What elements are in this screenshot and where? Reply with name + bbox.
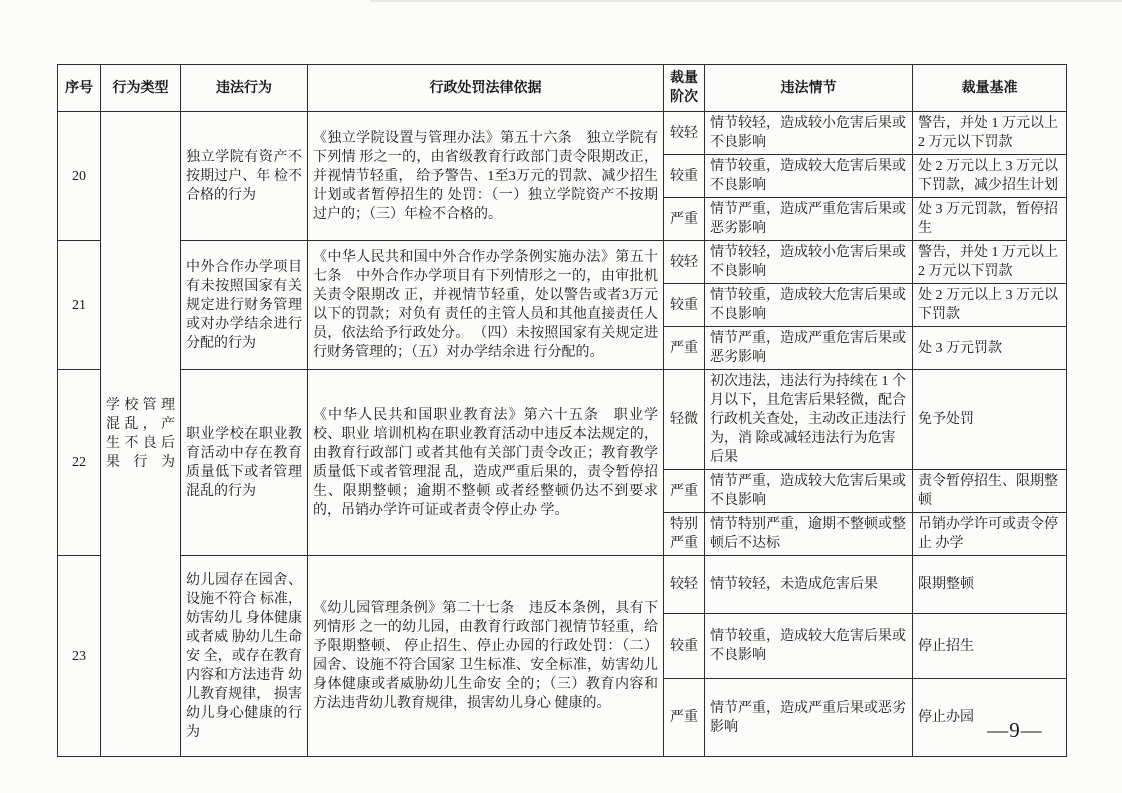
- seq-22: 22: [58, 370, 101, 556]
- level-cell: 严重: [664, 679, 705, 757]
- level-cell: 较重: [664, 614, 705, 679]
- circumstance-cell: 情节严重，造成严重危害后果或恶劣影响: [705, 198, 913, 241]
- circumstance-cell: 初次违法，违法行为持续在 1 个月以下，且危害后果轻微，配合行政机关查处，主动改正违法行为，消 除或减轻违法行为危害后果: [705, 370, 913, 470]
- circumstance-cell: 情节严重，造成较大危害后果或不良影响: [705, 470, 913, 513]
- level-cell: 较重: [664, 284, 705, 327]
- header-seq: 序号: [58, 65, 101, 112]
- level-cell: 较轻: [664, 556, 705, 614]
- standard-cell: 处 2 万元以上 3 万元以下罚款: [913, 284, 1067, 327]
- standard-cell: 限期整顿: [913, 556, 1067, 614]
- standard-cell: 停止办园: [913, 679, 1067, 757]
- standard-cell: 吊销办学许可或责令停止 办学: [913, 513, 1067, 556]
- circumstance-cell: 情节严重，造成严重危害后果或恶劣影响: [705, 327, 913, 370]
- standard-cell: 警告，并处 1 万元以上 2 万元以下罚款: [913, 241, 1067, 284]
- behavior-21: 中外合作办学项目有未按照国家有关规定进行财务管理或对办学结余进行分配的行为: [181, 241, 308, 370]
- standard-cell: 处 3 万元罚款，暂停招生: [913, 198, 1067, 241]
- basis-20: 《独立学院设置与管理办法》第五十六条 独立学院有下列情 形之一的，由省级教育行政部门责令限期改正，并视情节轻重， 给予警告、1至3万元的罚款、减少招生计划或者暂停招生的 处罚：（一）独立学院资产不按期过户的；（三）年检不合格的。: [308, 112, 664, 241]
- circumstance-cell: 情节较重，造成较大危害后果或不良影响: [705, 284, 913, 327]
- basis-21: 《中华人民共和国中外合作办学条例实施办法》第五十七条 中外合作办学项目有下列情形之一的，由审批机关责令限期改 正，并视情节轻重，处以警告或者3万元以下的罚款；对负有 责任的主管人员和其他直接责任人员，依法给予行政处分。 （四）未按照国家有关规定进行财务管理的；（五）对办学结余进 行分配的。: [308, 241, 664, 370]
- level-cell: 轻微: [664, 370, 705, 470]
- circumstance-cell: 情节严重，造成严重后果或恶劣影响: [705, 679, 913, 757]
- standard-cell: 处 2 万元以上 3 万元以下罚款，减少招生计划: [913, 155, 1067, 198]
- standard-cell: 责令暂停招生、限期整顿: [913, 470, 1067, 513]
- level-cell: 严重: [664, 470, 705, 513]
- standard-cell: 处 3 万元罚款: [913, 327, 1067, 370]
- header-illegal-behavior: 违法行为: [181, 65, 308, 112]
- level-cell: 较轻: [664, 241, 705, 284]
- header-legal-basis: 行政处罚法律依据: [308, 65, 664, 112]
- level-cell: 较轻: [664, 112, 705, 155]
- table-row: [58, 556, 1067, 614]
- circumstance-cell: 情节较轻，未造成危害后果: [705, 556, 913, 614]
- basis-22: 《中华人民共和国职业教育法》第六十五条 职业学校、职业 培训机构在职业教育活动中违反本法规定的，由教育行政部门 或者其他有关部门责令改正；教育教学质量低下或者管理混 乱，造成严重后果的，责令暂停招生、限期整顿；逾期不整顿 或者经整顿仍达不到要求的，吊销办学许可证或者责令停止办 学。: [308, 370, 664, 556]
- page-number: —9—: [987, 718, 1043, 742]
- seq-20: 20: [58, 112, 101, 241]
- table-header-row: [58, 65, 1067, 112]
- behavior-type-cell: 学校管理混乱，产生不良后果行为: [101, 112, 181, 757]
- behavior-22: 职业学校在职业教育活动中存在教育质量低下或者管理混乱的行为: [181, 370, 308, 556]
- circumstance-cell: 情节较重，造成较大危害后果或不良影响: [705, 155, 913, 198]
- standard-cell: 警告，并处 1 万元以上 2 万元以下罚款: [913, 112, 1067, 155]
- penalty-discretion-table: [57, 64, 1067, 757]
- circumstance-cell: 情节较重，造成较大危害后果或不良影响: [705, 614, 913, 679]
- level-cell: 较重: [664, 155, 705, 198]
- behavior-23: 幼儿园存在园舍、设施不符合 标准，妨害幼儿 身体健康或者威 胁幼儿生命安 全，或存在教育 内容和方法违背 幼儿教育规律， 损害幼儿身心健康的行为: [181, 556, 308, 757]
- table-row: [58, 241, 1067, 284]
- level-cell: 严重: [664, 198, 705, 241]
- circumstance-cell: 情节较轻，造成较小危害后果或不良影响: [705, 112, 913, 155]
- circumstance-cell: 情节较轻，造成较小危害后果或不良影响: [705, 241, 913, 284]
- standard-cell: 停止招生: [913, 614, 1067, 679]
- seq-21: 21: [58, 241, 101, 370]
- seq-23: 23: [58, 556, 101, 757]
- level-cell: 严重: [664, 327, 705, 370]
- behavior-20: 独立学院有资产不按期过户、年 检不合格的行为: [181, 112, 308, 241]
- header-discretion-level: 裁量阶次: [664, 65, 705, 112]
- table-row: [58, 370, 1067, 470]
- table-row: [58, 112, 1067, 155]
- level-cell: 特别严重: [664, 513, 705, 556]
- standard-cell: 免予处罚: [913, 370, 1067, 470]
- header-behavior-type: 行为类型: [101, 65, 181, 112]
- scan-artifact-line: [370, 0, 1122, 2]
- circumstance-cell: 情节特别严重，逾期不整顿或整顿后不达标: [705, 513, 913, 556]
- header-standard: 裁量基准: [913, 65, 1067, 112]
- basis-23: 《幼儿园管理条例》第二十七条 违反本条例，具有下列情形 之一的幼儿园，由教育行政部门视情节轻重，给予限期整顿、 停止招生、停止办园的行政处罚：（二）园舍、设施不符合国家 卫生标准、安全标准，妨害幼儿身体健康或者威胁幼儿生命安 全的；（三）教育内容和方法违背幼儿教育规律，损害幼儿身心 健康的。: [308, 556, 664, 757]
- header-circumstance: 违法情节: [705, 65, 913, 112]
